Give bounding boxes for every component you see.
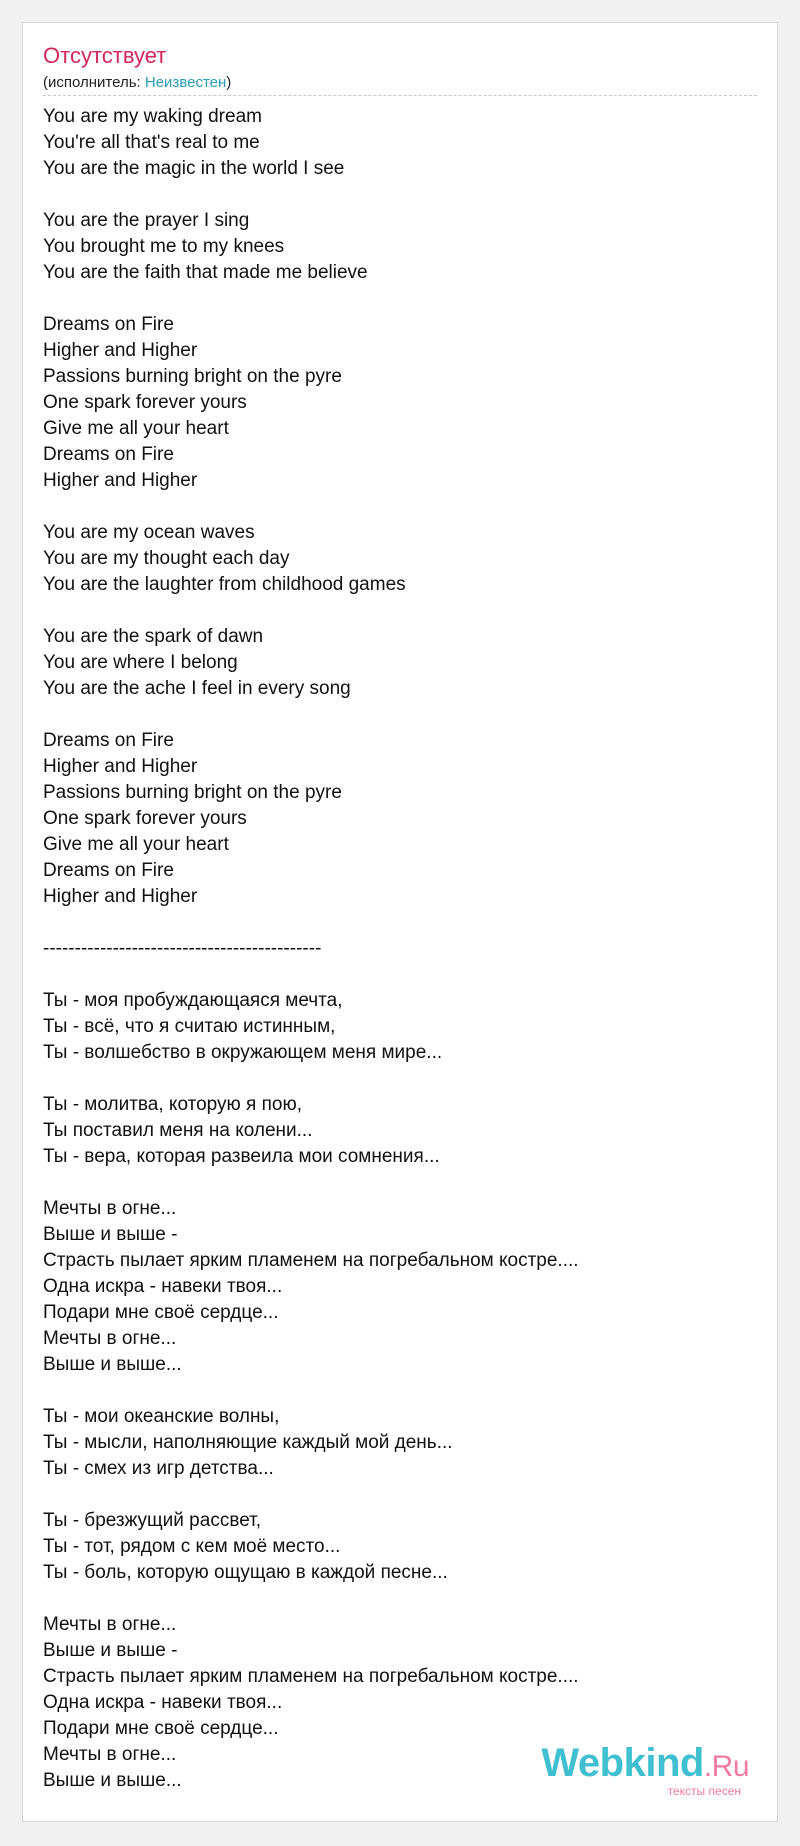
lyric-line: Выше и выше - — [43, 1640, 178, 1661]
lyric-line: Give me all your heart — [43, 418, 229, 439]
lyric-line: You are the magic in the world I see — [43, 158, 345, 179]
lyric-line: Мечты в огне... — [43, 1198, 177, 1219]
lyrics-text — [43, 104, 579, 1794]
lyric-line: Подари мне своё сердце... — [43, 1302, 279, 1323]
stanza-gap — [43, 910, 579, 936]
lyric-line: You are the ache I feel in every song — [43, 678, 351, 699]
lyric-line: You are the spark of dawn — [43, 626, 264, 647]
lyric-line: Страсть пылает ярким пламенем на погребальном костре.... — [43, 1666, 579, 1687]
lyric-line: Ты - тот, рядом с кем моё место... — [43, 1536, 341, 1557]
lyric-line: Ты - боль, которую ощущаю в каждой песне... — [43, 1562, 448, 1583]
lyric-line: Мечты в огне... — [43, 1328, 177, 1349]
lyric-line: Мечты в огне... — [43, 1744, 177, 1765]
stanza-gap — [43, 962, 579, 988]
lyric-line: Give me all your heart — [43, 834, 229, 855]
logo-brand: Webkind — [541, 1741, 704, 1785]
lyric-line: Ты - смех из игр детства... — [43, 1458, 274, 1479]
lyrics-card — [22, 22, 778, 1822]
lyric-line: Мечты в огне... — [43, 1614, 177, 1635]
lyric-line: Ты - молитва, которую я пою, — [43, 1094, 302, 1115]
lyric-line: Higher and Higher — [43, 340, 198, 361]
lyric-line: Ты - мои океанские волны, — [43, 1406, 280, 1427]
lyric-line: Выше и выше - — [43, 1224, 178, 1245]
stanza-gap — [43, 286, 579, 312]
lyric-line: Higher and Higher — [43, 886, 198, 907]
lyric-line: Higher and Higher — [43, 756, 198, 777]
lyric-line: Ты - брезжущий рассвет, — [43, 1510, 262, 1531]
stanza-gap — [43, 182, 579, 208]
lyric-line: Одна искра - навеки твоя... — [43, 1692, 283, 1713]
lyric-line: You are the prayer I sing — [43, 210, 250, 231]
header-divider — [43, 95, 757, 96]
lyric-line: You brought me to my knees — [43, 236, 285, 257]
site-logo — [541, 1743, 749, 1797]
stanza-gap — [43, 1482, 579, 1508]
lyric-line: One spark forever yours — [43, 392, 247, 413]
stanza-gap — [43, 494, 579, 520]
lyric-line: -------------------------------------------- — [43, 938, 322, 959]
lyric-line: Ты поставил меня на колени... — [43, 1120, 313, 1141]
lyric-line: Выше и выше... — [43, 1354, 182, 1375]
lyric-line: One spark forever yours — [43, 808, 247, 829]
lyric-line: Dreams on Fire — [43, 314, 174, 335]
stanza-gap — [43, 1170, 579, 1196]
lyric-line: Одна искра - навеки твоя... — [43, 1276, 283, 1297]
logo-wordmark — [541, 1743, 749, 1787]
artist-suffix: ) — [226, 74, 232, 91]
lyric-line: Dreams on Fire — [43, 730, 174, 751]
lyric-line: Ты - вера, которая развеила мои сомнения... — [43, 1146, 440, 1167]
lyric-line: You are my ocean waves — [43, 522, 255, 543]
song-title: Отсутствует — [43, 43, 167, 68]
lyric-line: You are the faith that made me believe — [43, 262, 368, 283]
lyric-line: You are my waking dream — [43, 106, 262, 127]
lyric-line: You are my thought each day — [43, 548, 290, 569]
logo-tagline: тексты песен — [667, 1784, 741, 1798]
lyric-line: You are where I belong — [43, 652, 238, 673]
lyric-line: Страсть пылает ярким пламенем на погребальном костре.... — [43, 1250, 579, 1271]
artist-line — [43, 74, 231, 92]
lyric-line: Ты - всё, что я считаю истинным, — [43, 1016, 336, 1037]
artist-prefix: (исполнитель: — [43, 74, 145, 91]
lyric-line: Passions burning bright on the pyre — [43, 782, 342, 803]
lyric-line: Выше и выше... — [43, 1770, 182, 1791]
lyric-line: Passions burning bright on the pyre — [43, 366, 342, 387]
stanza-gap — [43, 598, 579, 624]
lyric-line: Dreams on Fire — [43, 444, 174, 465]
stanza-gap — [43, 1586, 579, 1612]
logo-tld: .Ru — [703, 1750, 749, 1783]
lyric-line: You are the laughter from childhood games — [43, 574, 406, 595]
stanza-gap — [43, 702, 579, 728]
lyric-line: You're all that's real to me — [43, 132, 260, 153]
lyric-line: Ты - волшебство в окружающем меня мире... — [43, 1042, 443, 1063]
lyric-line: Higher and Higher — [43, 470, 198, 491]
stanza-gap — [43, 1378, 579, 1404]
artist-link[interactable]: Неизвестен — [144, 74, 227, 91]
lyric-line: Подари мне своё сердце... — [43, 1718, 279, 1739]
stanza-gap — [43, 1066, 579, 1092]
lyric-line: Ты - моя пробуждающаяся мечта, — [43, 990, 343, 1011]
lyric-line: Dreams on Fire — [43, 860, 174, 881]
lyric-line: Ты - мысли, наполняющие каждый мой день... — [43, 1432, 453, 1453]
